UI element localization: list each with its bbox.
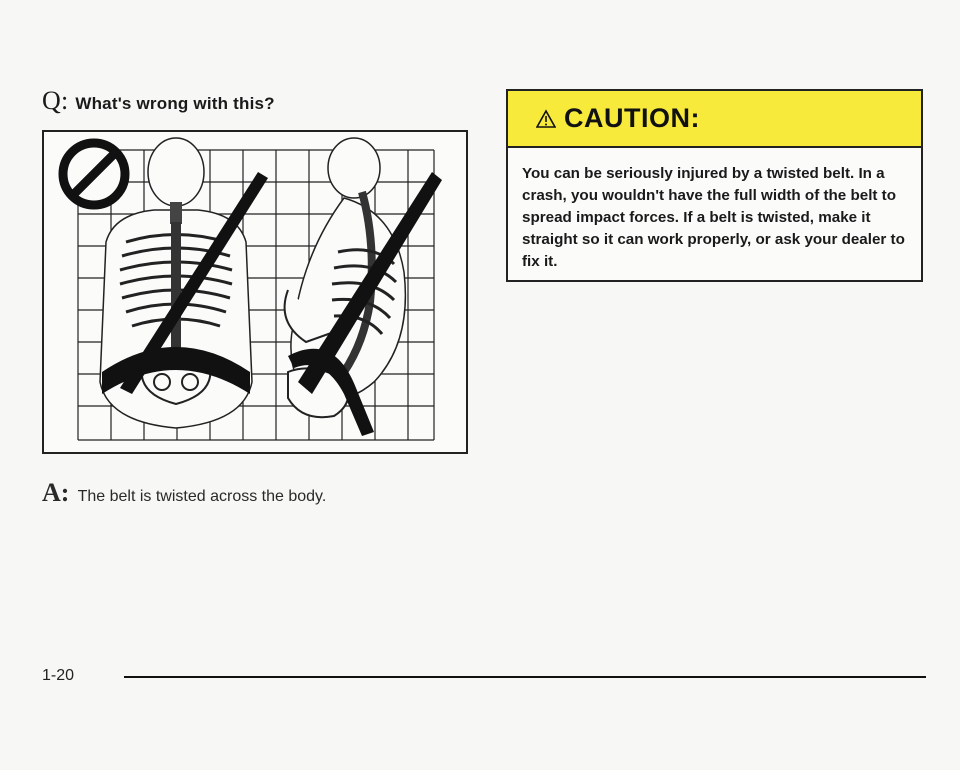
side-skeleton: [285, 138, 442, 436]
skeleton-diagram: [44, 132, 466, 452]
answer-prefix: A:: [42, 478, 70, 507]
question-text: What's wrong with this?: [75, 94, 275, 113]
warning-triangle-icon: [536, 109, 556, 129]
question-heading: [42, 86, 275, 116]
caution-body: You can be seriously injured by a twisted belt. In a crash, you wouldn't have the full width of the belt to spread impact forces. If a belt is twisted, make it straight so it can work properly, or ask your dealer to fix it.: [522, 165, 905, 270]
caution-box: [506, 89, 923, 282]
prohibited-icon: [63, 143, 125, 205]
question-prefix: Q:: [42, 86, 69, 115]
caution-header: [508, 91, 921, 148]
page-number: 1-20: [42, 667, 75, 684]
answer-text: The belt is twisted across the body.: [77, 488, 327, 505]
caution-title: CAUTION:: [564, 103, 700, 133]
twisted-belt-illustration: [42, 130, 468, 454]
footer-rule: [124, 676, 926, 678]
answer-text-block: [42, 478, 326, 508]
